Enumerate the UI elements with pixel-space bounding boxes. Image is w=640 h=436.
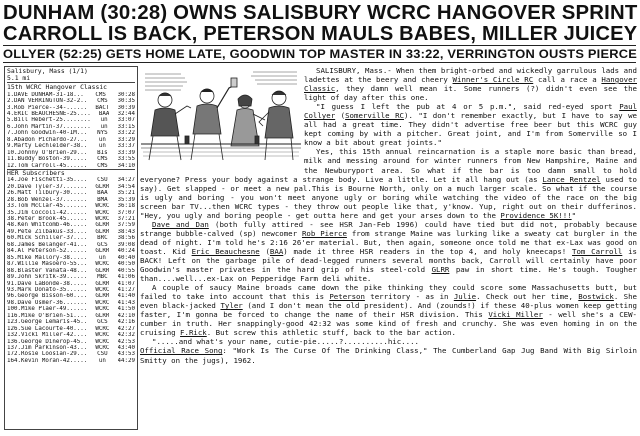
link-bostwick[interactable]: Bostwick bbox=[578, 292, 614, 302]
runner-name: 28.Bob Wenzel-37....... bbox=[7, 196, 88, 203]
club-time: CSU bbox=[97, 177, 108, 184]
club-time: NYS bbox=[97, 130, 108, 137]
finish-time: 35:21 bbox=[117, 190, 135, 197]
runner-name: 137.Jim Parkinson-43... bbox=[7, 345, 88, 352]
runner-name: 5.Bill Hebert-25........ bbox=[7, 117, 91, 124]
headline-second: CARROLL IS BACK, PETERSON MAULS BABES, MILLER JUICEY bbox=[3, 23, 638, 45]
runner-name: 132.Vicki Miller-42.... bbox=[7, 332, 88, 339]
runner-name: 49.Pete Zilbakus-33.... bbox=[7, 228, 88, 235]
article-paragraph: "I guess I left the pub at 4 or 5 p.m.", said red-eyed sport Paul Collyer (Somerville RC). "I don't remember exactly, but I have to say we all had a great time. They didn't advertise free beer but this WCRC guy kept coming by with a pitcher. Great joint, and I'm from Somerville so I know a bit about great joints." bbox=[304, 102, 637, 148]
club-time: GLRR bbox=[95, 267, 110, 274]
runner-name: 89.John Skritk-39...... bbox=[7, 274, 88, 281]
finish-time: 37:59 bbox=[117, 222, 135, 229]
article-paragraph: Dave and Dan (both fully attired - see HSR Jan-Feb 1996) could have tied but did not, probably because strange bubble-calved (sp) newcomer Rob Pierce from strange Maine was lurking like a sweaty cat burgler in the dead of night. I'm told he's 2:16 26'er material. But, then again, someone once told me that ex-Lax was good on toast. Kid Eric Beauchesne (BAA) made it three HSR readers in the top 4, and holy kneecaps! Tom Carroll is BACK! Left on the garbage pile of dead-legged runners several months back, Carroll will certainly have poor Goodwin's master privates in the hard grip of his steel-cold GLRR paw in short time. He's tough. Tougher than....well...ex-Lax on Pepperidge Farm deli white. bbox=[140, 219, 637, 284]
runner-name: 26.Matt Tilbury-30..... bbox=[7, 190, 88, 197]
link-hangover-classic[interactable]: Hangover Classic bbox=[304, 75, 637, 94]
club-time: BAA bbox=[97, 190, 108, 197]
subdeck-rule bbox=[3, 62, 636, 63]
club-time: un bbox=[98, 254, 106, 261]
finish-time: 30:28 bbox=[117, 91, 135, 98]
finish-time: 38:43 bbox=[117, 228, 135, 235]
headline-main: DUNHAM (30:28) OWNS SALISBURY WCRC HANGOVER SPRINT bbox=[3, 2, 638, 24]
runner-name: 100.Mike Plaer-49...... bbox=[7, 306, 88, 313]
runner-name: 126.Sue Lacourte-40.... bbox=[7, 325, 88, 332]
finish-time: 41:43 bbox=[117, 299, 135, 306]
club-time: WCRC bbox=[95, 261, 110, 268]
finish-time: 34:54 bbox=[117, 183, 135, 190]
runner-name: 60.Mick Schiller-37.... bbox=[7, 235, 88, 242]
club-time: un bbox=[98, 143, 106, 150]
results-box bbox=[4, 66, 138, 430]
club-time: GLRR bbox=[95, 248, 110, 255]
club-time: BIs bbox=[97, 149, 108, 156]
runner-name: 93.Mark Donato-35...... bbox=[7, 286, 88, 293]
finish-time: 36:18 bbox=[117, 203, 135, 210]
finish-time: 30:35 bbox=[117, 98, 135, 105]
finish-time: 40:50 bbox=[117, 261, 135, 268]
runner-name: 87.Willie Masoero-55... bbox=[7, 261, 88, 268]
results-distance: 5.1 mi bbox=[7, 75, 31, 83]
runner-name: 2.DAN VERRINGTON-32-2.. bbox=[7, 98, 88, 105]
runner-name: 9.Marty Lechleider-38.. bbox=[7, 143, 88, 150]
runner-name: 96.George Bisson-60.... bbox=[7, 293, 88, 300]
club-time: WCRC bbox=[95, 338, 110, 345]
finish-time: 35:39 bbox=[117, 196, 135, 203]
finish-time: 42:32 bbox=[117, 332, 135, 339]
link-lance-rentzel[interactable]: Lance Rentzel bbox=[542, 174, 601, 184]
runner-name: 11.Buddy Boston-39..... bbox=[7, 156, 88, 163]
finish-time: 42:10 bbox=[117, 312, 135, 319]
race-song-label: Official Race Song bbox=[140, 346, 223, 356]
club-time: BACT bbox=[95, 104, 110, 111]
club-time: WCRC bbox=[95, 345, 110, 352]
club-time: WCRC bbox=[95, 332, 110, 339]
runner-name: 116.Mike O'Brien-51.... bbox=[7, 312, 88, 319]
results-subscribers-header: HER Subscribers bbox=[7, 169, 135, 177]
results-top-list bbox=[7, 92, 135, 169]
finish-time: 42:27 bbox=[117, 325, 135, 332]
club-time: GLRR bbox=[95, 228, 110, 235]
headline-subdeck: OLLYER (52:25) GETS HOME LATE, GOODWIN TOP MASTER IN 33:22, VERRINGTON OUSTS PIERCE bbox=[3, 47, 638, 61]
link-vicki-miller[interactable]: Vicki Miller bbox=[488, 310, 543, 320]
club-time: GLRR bbox=[95, 280, 110, 287]
link-tyler[interactable]: Tyler bbox=[220, 301, 243, 311]
link-rob-pierce[interactable]: Rob Pierce bbox=[301, 228, 347, 238]
headline-rule bbox=[3, 45, 636, 46]
club-time: un bbox=[100, 117, 108, 124]
finish-time: 40:55 bbox=[117, 267, 135, 274]
official-race-song: Official Race Song: "Work Is The Curse Of The Drinking Class," The Cumberland Gap Jug Band With Big Sirloin Smitty on the jugs), 1962. bbox=[140, 346, 637, 365]
club-time: WCRC bbox=[95, 299, 110, 306]
link-eric-beauchesne[interactable]: Eric Beauchesne bbox=[191, 246, 260, 256]
runner-name: 14.Joe Fischetti-35.... bbox=[7, 177, 88, 184]
club-time: GLRR bbox=[95, 293, 110, 300]
results-race-title: 15th WCRC Hangover Classic bbox=[7, 84, 108, 92]
club-time: un bbox=[98, 136, 106, 143]
club-time: CMS bbox=[97, 162, 108, 169]
finish-time: 40:24 bbox=[117, 248, 135, 255]
results-location: Salisbury, Mass (1/1) bbox=[7, 68, 88, 75]
finish-time: 41:07 bbox=[117, 280, 135, 287]
link-paul-collyer[interactable]: Paul Collyer bbox=[304, 102, 637, 121]
link-somerville-rc[interactable]: Somerville RC bbox=[345, 111, 405, 121]
runner-name: 136.George Dinerop-45.. bbox=[7, 338, 88, 345]
runner-name: 6.John Martin-37........ bbox=[7, 123, 91, 130]
club-time: CMS bbox=[97, 156, 108, 163]
finish-time: 33:37 bbox=[117, 143, 135, 150]
link-julie[interactable]: Julie bbox=[453, 292, 477, 302]
results-subscriber-list bbox=[7, 177, 135, 364]
club-time: WCRC bbox=[95, 215, 110, 222]
finish-time: 33:39 bbox=[117, 149, 135, 156]
finish-time: 34:27 bbox=[117, 177, 135, 184]
finish-time: 30:39 bbox=[117, 104, 135, 111]
article-paragraph: ".....and what's your name, cutie-pie.....?..........hic.... bbox=[152, 337, 419, 347]
finish-time: 42:53 bbox=[117, 338, 135, 345]
runner-name: 68.James Belanger-41... bbox=[7, 241, 88, 248]
finish-time: 44:29 bbox=[117, 357, 135, 364]
club-time: WCRC bbox=[95, 203, 110, 210]
finish-time: 33:29 bbox=[117, 136, 135, 143]
finish-time: 41:50 bbox=[117, 306, 135, 313]
club-time: MBC bbox=[97, 274, 108, 281]
runner-name: 3.Rob Pierce--34-...... bbox=[7, 104, 88, 111]
club-time: WCRC bbox=[95, 286, 110, 293]
club-time: CMS bbox=[97, 98, 108, 105]
runner-name: 38.Peter Brook-45...... bbox=[7, 215, 88, 222]
finish-time: 33:07 bbox=[117, 117, 135, 124]
runner-name: 10.Johnny O'Brien-29... bbox=[7, 149, 88, 156]
club-time: GLRR bbox=[95, 183, 110, 190]
club-time: GLRR bbox=[95, 312, 110, 319]
club-time: GLRR bbox=[95, 222, 110, 229]
club-time: WCRC bbox=[95, 325, 110, 332]
bar-revelers-illustration bbox=[141, 66, 301, 162]
article-paragraph: Yes, this 15th annual reincarnation is a staple more basic than bread, milk and messing around for winter runners from New Hampshire, Maine and the Newburyport area. So what if the bar is too damn small to hold everyone? Press your body against a strange body. Live a little. Let it all hang out (as Lance Rentzel used to say). Get slapped - or meet a new pal.This is Bourne North, only on a much larger scale. So what if the course is ugly and boring - you won't meet anyone ugly or boring while watching the video of the race on the big screen bar TV...then WCRC types - they throw out people like that, y'know. Yup, right out on their dufferinos. "Hey, you ugly and boring people - get outta here and get your arses down to the Providence 5K!!!" bbox=[140, 147, 637, 220]
finish-time: 33:15 bbox=[117, 123, 135, 130]
finish-time: 34:10 bbox=[117, 162, 135, 169]
club-time: GCS bbox=[97, 241, 108, 248]
link-baa[interactable]: BAA bbox=[269, 246, 284, 256]
runner-name: 91.Dave LaBonde-38..... bbox=[7, 280, 88, 287]
club-time: un bbox=[98, 357, 106, 364]
runner-name: 7.John Goodwin-40-IM... bbox=[7, 130, 88, 137]
runner-name: 85.Mike Mallory-38..... bbox=[7, 254, 88, 261]
runner-name: 84.Al Peterson-52...... bbox=[7, 248, 88, 255]
runner-name: 33.Tom McClar-45....... bbox=[7, 203, 88, 210]
link-providence-5k[interactable]: Providence 5K!!! bbox=[500, 210, 572, 220]
runner-name: 48.Ken Whitcomb-46..... bbox=[7, 222, 88, 229]
club-time: BRC bbox=[97, 235, 108, 242]
runner-name: 164.Kevin Moran-42..... bbox=[7, 357, 88, 364]
runner-name: 20.Dave Tyler-37....... bbox=[7, 183, 88, 190]
finish-time: 37:07 bbox=[117, 209, 135, 216]
finish-time: 38:56 bbox=[117, 235, 135, 242]
finish-time: 41:27 bbox=[117, 286, 135, 293]
finish-time: 41:06 bbox=[117, 274, 135, 281]
finish-time: 40:40 bbox=[117, 254, 135, 261]
runner-name: 88.Blaster Vanata-48... bbox=[7, 267, 88, 274]
link-peterson[interactable]: Peterson bbox=[329, 292, 365, 302]
club-time: CSU bbox=[97, 351, 108, 358]
club-time: un bbox=[100, 123, 108, 130]
finish-time: 37:21 bbox=[117, 215, 135, 222]
link-glrr[interactable]: GLRR bbox=[431, 265, 450, 275]
finish-time: 43:40 bbox=[117, 345, 135, 352]
club-time: CMS bbox=[95, 91, 106, 98]
runner-name: 123.George Lemaris-45.. bbox=[7, 319, 88, 326]
runner-name: 4.ERIC BEAUCHESNE-25.... bbox=[7, 110, 91, 117]
link-f-rick[interactable]: F.Rick bbox=[180, 328, 207, 338]
finish-time: 33:55 bbox=[117, 156, 135, 163]
club-time: WCRC bbox=[95, 209, 110, 216]
link-tom-carroll[interactable]: Tom Carroll bbox=[572, 246, 623, 256]
result-row bbox=[7, 358, 135, 364]
link-dave-and-dan[interactable]: Dave and Dan bbox=[152, 219, 209, 229]
finish-time: 41:40 bbox=[117, 293, 135, 300]
article-paragraph: A couple of saucy Maine broads came down the pike thinking they could score some Massachusetts butt, but failed to take into account that this is Peterson territory - as in Julie. Check out her time, Bostwick. She even black-jacked Tyler (and I don't mean the old president). And (zounds!) if these 40-plus women keep getting faster, I'm gonna be forced to change the name of their HSR division. This Vicki Miller - well she's a CEW-cumber in truth. Her snappingly-good 42:32 was some kind of fresh and crunchy. She was even homing in on the cruising F.Rick. But screw this athletic stuff, back to the bar action. bbox=[140, 283, 637, 338]
club-time: GCS bbox=[97, 319, 108, 326]
runner-name: 172.Rosie Loosian-29... bbox=[7, 351, 88, 358]
club-time: BAA bbox=[98, 110, 110, 117]
runner-name: 12.Tom Carroll-45...... bbox=[7, 162, 88, 169]
club-time: WCRC bbox=[95, 306, 110, 313]
article-paragraph: SALISBURY, Mass.- When them bright-orbed and wickedly garrulous lads and ladettes at the beery and cheery Winner's Circle RC call a race a Hangover Classic, they damn well mean it. Some runners (?) didn't even see the light of day after this one. bbox=[304, 66, 637, 103]
finish-time: 33:22 bbox=[117, 130, 135, 137]
finish-time: 39:08 bbox=[117, 241, 135, 248]
runner-name: 98.Dave Osmer-36....... bbox=[7, 299, 88, 306]
runner-name: 8.Abadon Pichardo-27... bbox=[7, 136, 88, 143]
finish-time: 43:53 bbox=[117, 351, 135, 358]
runner-name: 1.DAVE DUNHAM-31-18... bbox=[7, 91, 84, 98]
finish-time: 32:44 bbox=[117, 110, 135, 117]
runner-name: 35.Jim Coccoli-42...... bbox=[7, 209, 88, 216]
link-winners-circle[interactable]: Winner's Circle RC bbox=[452, 75, 534, 85]
club-time: BMA bbox=[97, 196, 108, 203]
finish-time: 42:16 bbox=[117, 319, 135, 326]
